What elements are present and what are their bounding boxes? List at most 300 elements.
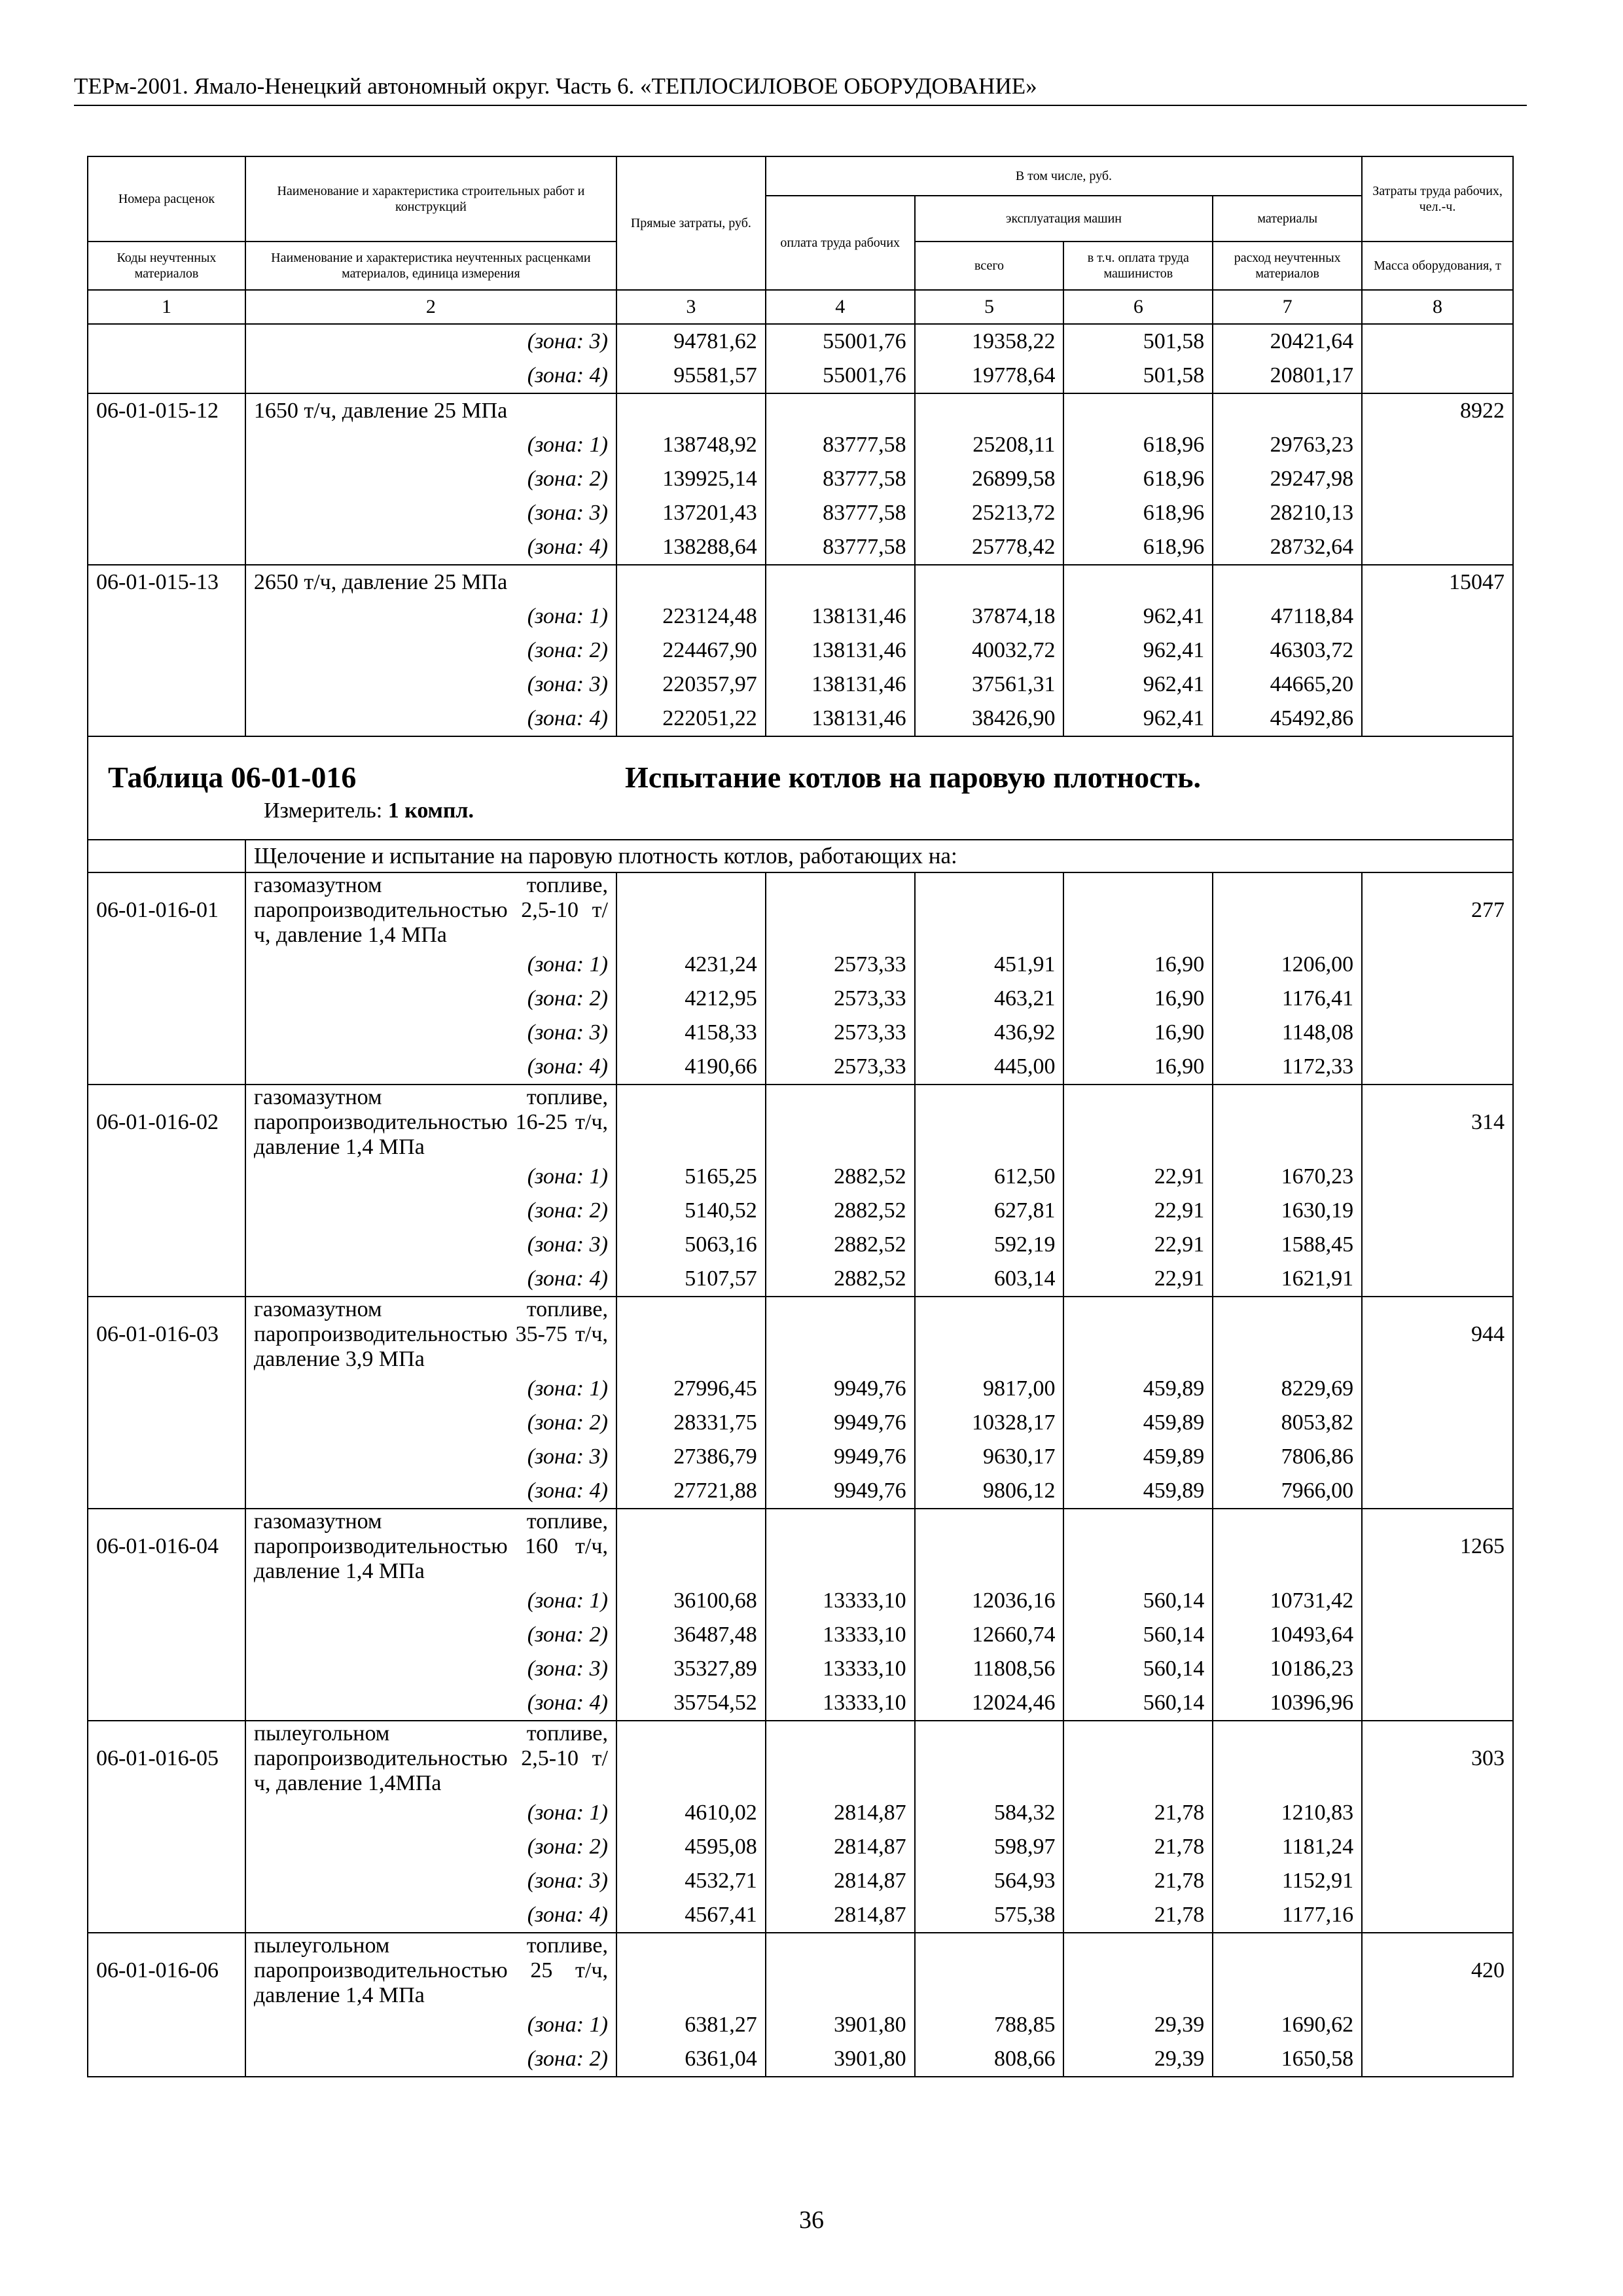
machines-total-cell: 12024,46 [915,1686,1064,1721]
labor-costs-cell [1362,1796,1513,1830]
table-title: Испытание котлов на паровую плотность. [625,760,1201,794]
materials-header: материалы [1213,196,1362,242]
rate-row [88,872,1513,948]
direct-cost-cell: 139925,14 [616,462,766,496]
zone-label: (зона: 2) [245,1830,616,1864]
rates-table [87,156,1514,2077]
labor-pay-cell: 2573,33 [766,1050,915,1085]
zone-label: (зона: 1) [245,1160,616,1194]
code-cell [88,1584,245,1618]
machines-total-cell: 19778,64 [915,359,1064,393]
zone-label: (зона: 1) [245,600,616,634]
table-row [88,982,1513,1016]
table-row [88,1440,1513,1474]
rate-row [88,393,1513,428]
machines-labor-cell: 459,89 [1063,1474,1213,1509]
machines-labor-cell: 21,78 [1063,1864,1213,1898]
labor-pay-cell: 2573,33 [766,1016,915,1050]
labor-pay-cell: 13333,10 [766,1686,915,1721]
direct-cost-cell: 138748,92 [616,428,766,462]
zone-label: (зона: 2) [245,1406,616,1440]
empty-cell [915,1085,1064,1160]
table-body-lower [88,872,1513,2077]
labor-costs-cell: 420 [1362,1933,1513,2008]
table-row [88,1618,1513,1652]
materials-cell: 45492,86 [1213,702,1362,736]
machines-total-cell: 451,91 [915,948,1064,982]
table-row [88,668,1513,702]
machines-total-cell: 19358,22 [915,324,1064,359]
empty-cell [1213,1085,1362,1160]
including-header: В том числе, руб. [766,156,1362,196]
rate-description: 2650 т/ч, давление 25 МПа [245,565,616,600]
materials-cell: 1176,41 [1213,982,1362,1016]
rate-code: 06-01-016-06 [88,1933,245,2008]
zone-label: (зона: 2) [245,462,616,496]
table-row [88,1796,1513,1830]
machines-total-cell: 788,85 [915,2008,1064,2042]
empty-cell [1063,1933,1213,2008]
labor-costs-cell [1362,1830,1513,1864]
materials-cell: 8053,82 [1213,1406,1362,1440]
machines-total-cell: 598,97 [915,1830,1064,1864]
labor-pay-cell: 138131,46 [766,634,915,668]
labor-pay-cell: 83777,58 [766,462,915,496]
rate-description: газомазутном топливе, паропроизводительностью 160 т/ч, давление 1,4 МПа [245,1509,616,1584]
labor-costs-cell [1362,1372,1513,1406]
machines-total-cell: 575,38 [915,1898,1064,1933]
table-row [88,600,1513,634]
table-row [88,948,1513,982]
table-row [88,1372,1513,1406]
zone-label: (зона: 4) [245,359,616,393]
equipment-mass-header: Масса оборудования, т [1362,242,1513,290]
machines-total-cell: 592,19 [915,1228,1064,1262]
labor-costs-cell [1362,1016,1513,1050]
subheading: Щелочение и испытание на паровую плотность котлов, работающих на: [245,840,1513,872]
machines-labor-cell: 962,41 [1063,702,1213,736]
table-row [88,1898,1513,1933]
machines-total-cell: 26899,58 [915,462,1064,496]
code-cell [88,1652,245,1686]
empty-cell [1213,565,1362,600]
labor-costs-cell: 1265 [1362,1509,1513,1584]
direct-cost-cell: 222051,22 [616,702,766,736]
code-cell [88,1228,245,1262]
table-row [88,462,1513,496]
rate-row [88,1085,1513,1160]
zone-label: (зона: 3) [245,1864,616,1898]
direct-cost-cell: 4532,71 [616,1864,766,1898]
labor-pay-cell: 2814,87 [766,1898,915,1933]
labor-costs-cell [1362,530,1513,565]
labor-costs-cell: 15047 [1362,565,1513,600]
materials-cell: 10493,64 [1213,1618,1362,1652]
name-unaccounted-header: Наименование и характеристика неучтенных расценками материалов, единица измерения [245,242,616,290]
meter-line [108,798,1493,823]
col-number: 6 [1063,290,1213,324]
labor-costs-cell [1362,1898,1513,1933]
materials-cell: 28732,64 [1213,530,1362,565]
direct-cost-cell: 27996,45 [616,1372,766,1406]
empty-cell [1213,393,1362,428]
rate-row [88,1933,1513,2008]
materials-cell: 8229,69 [1213,1372,1362,1406]
col-number: 3 [616,290,766,324]
materials-cell: 1690,62 [1213,2008,1362,2042]
machines-labor-cell: 618,96 [1063,496,1213,530]
zone-label: (зона: 3) [245,1652,616,1686]
materials-cell: 1172,33 [1213,1050,1362,1085]
materials-cell: 47118,84 [1213,600,1362,634]
materials-cell: 1148,08 [1213,1016,1362,1050]
table-row [88,530,1513,565]
zone-label: (зона: 4) [245,1050,616,1085]
empty-cell [1063,872,1213,948]
empty-cell [766,565,915,600]
table-row [88,1016,1513,1050]
rate-row [88,1509,1513,1584]
zone-label: (зона: 3) [245,1228,616,1262]
machines-labor-cell: 459,89 [1063,1406,1213,1440]
materials-cell: 1206,00 [1213,948,1362,982]
labor-costs-cell: 303 [1362,1721,1513,1796]
labor-pay-cell: 9949,76 [766,1406,915,1440]
rate-code: 06-01-016-03 [88,1297,245,1372]
machines-total-cell: 37874,18 [915,600,1064,634]
col-number: 1 [88,290,245,324]
labor-pay-cell: 3901,80 [766,2008,915,2042]
zone-label: (зона: 2) [245,1618,616,1652]
machines-total-cell: 38426,90 [915,702,1064,736]
zone-label: (зона: 3) [245,1440,616,1474]
code-cell [88,1618,245,1652]
empty-cell [616,1085,766,1160]
machines-labor-header: в т.ч. оплата труда машинистов [1063,242,1213,290]
machines-total-cell: 603,14 [915,1262,1064,1297]
machines-labor-cell: 560,14 [1063,1652,1213,1686]
labor-costs-cell [1362,359,1513,393]
machines-total-cell: 9630,17 [915,1440,1064,1474]
labor-pay-cell: 83777,58 [766,428,915,462]
zone-label: (зона: 4) [245,1686,616,1721]
labor-pay-cell: 13333,10 [766,1618,915,1652]
machines-labor-cell: 962,41 [1063,668,1213,702]
col-name-header: Наименование и характеристика строительных работ и конструкций [245,156,616,242]
table-body-upper [88,324,1513,736]
rate-code: 06-01-016-04 [88,1509,245,1584]
machines-labor-cell: 16,90 [1063,1016,1213,1050]
zone-label: (зона: 1) [245,1584,616,1618]
machines-total-cell: 564,93 [915,1864,1064,1898]
machines-total-cell: 25208,11 [915,428,1064,462]
machines-labor-cell: 21,78 [1063,1796,1213,1830]
empty-cell [915,872,1064,948]
labor-costs-cell [1362,462,1513,496]
direct-cost-cell: 5063,16 [616,1228,766,1262]
zone-label: (зона: 1) [245,428,616,462]
code-cell [88,324,245,359]
machines-total-cell: 808,66 [915,2042,1064,2077]
code-cell [88,496,245,530]
empty-cell [1063,1085,1213,1160]
code-cell [88,1830,245,1864]
materials-cell: 20801,17 [1213,359,1362,393]
labor-pay-cell: 3901,80 [766,2042,915,2077]
materials-cell: 10396,96 [1213,1686,1362,1721]
table-row [88,702,1513,736]
materials-cell: 1181,24 [1213,1830,1362,1864]
empty-cell [915,1297,1064,1372]
empty-cell [616,565,766,600]
zone-label: (зона: 3) [245,496,616,530]
empty-cell [766,872,915,948]
code-cell [88,1796,245,1830]
labor-pay-cell: 9949,76 [766,1474,915,1509]
labor-pay-cell: 2814,87 [766,1864,915,1898]
rate-code: 06-01-015-12 [88,393,245,428]
empty-cell [616,1933,766,2008]
labor-costs-cell [1362,1228,1513,1262]
table-row [88,2008,1513,2042]
machines-labor-cell: 29,39 [1063,2042,1213,2077]
rate-description: пылеугольном топливе, паропроизводительностью 2,5-10 т/ч, давление 1,4МПа [245,1721,616,1796]
direct-cost-cell: 6381,27 [616,2008,766,2042]
materials-cell: 1670,23 [1213,1160,1362,1194]
direct-cost-cell: 95581,57 [616,359,766,393]
machines-total-cell: 436,92 [915,1016,1064,1050]
labor-pay-cell: 2882,52 [766,1228,915,1262]
empty-cell [1063,1509,1213,1584]
subheading-spacer [88,840,245,872]
zone-label: (зона: 4) [245,1262,616,1297]
rate-description: газомазутном топливе, паропроизводительностью 35-75 т/ч, давление 3,9 МПа [245,1297,616,1372]
labor-pay-cell: 83777,58 [766,530,915,565]
labor-pay-cell: 13333,10 [766,1652,915,1686]
materials-cell: 1177,16 [1213,1898,1362,1933]
machines-total-cell: 445,00 [915,1050,1064,1085]
table-row [88,634,1513,668]
code-cell [88,634,245,668]
code-cell [88,1686,245,1721]
code-cell [88,530,245,565]
empty-cell [915,1933,1064,2008]
materials-unaccounted-header: расход неучтенных материалов [1213,242,1362,290]
table-row [88,496,1513,530]
direct-cost-cell: 5140,52 [616,1194,766,1228]
materials-cell: 1630,19 [1213,1194,1362,1228]
empty-cell [1063,1297,1213,1372]
direct-cost-cell: 4595,08 [616,1830,766,1864]
machines-labor-cell: 560,14 [1063,1686,1213,1721]
meter-value: 1 компл. [387,798,474,823]
machines-labor-cell: 459,89 [1063,1372,1213,1406]
labor-costs-cell [1362,428,1513,462]
empty-cell [616,1721,766,1796]
labor-costs-cell [1362,324,1513,359]
machines-total-cell: 25778,42 [915,530,1064,565]
direct-cost-cell: 36100,68 [616,1584,766,1618]
labor-costs-cell: 277 [1362,872,1513,948]
rate-code: 06-01-015-13 [88,565,245,600]
direct-cost-cell: 36487,48 [616,1618,766,1652]
empty-cell [1063,1721,1213,1796]
direct-cost-cell: 35754,52 [616,1686,766,1721]
code-cell [88,428,245,462]
table-row [88,1474,1513,1509]
machines-total-cell: 40032,72 [915,634,1064,668]
zone-label: (зона: 4) [245,1898,616,1933]
labor-costs-cell [1362,2008,1513,2042]
table-row [88,1864,1513,1898]
empty-cell [915,1509,1064,1584]
machines-labor-cell: 962,41 [1063,634,1213,668]
labor-pay-cell: 9949,76 [766,1372,915,1406]
machines-labor-cell: 22,91 [1063,1262,1213,1297]
empty-cell [616,1509,766,1584]
labor-costs-cell: 8922 [1362,393,1513,428]
machines-total-header: всего [915,242,1064,290]
labor-header: оплата труда рабочих [766,196,915,290]
rate-description: пылеугольном топливе, паропроизводительностью 25 т/ч, давление 1,4 МПа [245,1933,616,2008]
empty-cell [766,1933,915,2008]
col-number: 8 [1362,290,1513,324]
machines-total-cell: 11808,56 [915,1652,1064,1686]
empty-cell [616,393,766,428]
table-section [88,736,1513,872]
labor-costs-cell [1362,496,1513,530]
labor-costs-cell [1362,2042,1513,2077]
code-cell [88,1050,245,1085]
direct-cost-cell: 137201,43 [616,496,766,530]
zone-label: (зона: 3) [245,324,616,359]
machines-labor-cell: 16,90 [1063,982,1213,1016]
rate-description: газомазутном топливе, паропроизводительностью 2,5-10 т/ч, давление 1,4 МПа [245,872,616,948]
empty-cell [616,1297,766,1372]
labor-pay-cell: 2882,52 [766,1262,915,1297]
code-cell [88,668,245,702]
empty-cell [616,872,766,948]
machines-total-cell: 9806,12 [915,1474,1064,1509]
direct-cost-cell: 5165,25 [616,1160,766,1194]
labor-pay-cell: 138131,46 [766,668,915,702]
empty-cell [915,393,1064,428]
meter-label: Измеритель: [264,798,383,823]
labor-costs-cell: 944 [1362,1297,1513,1372]
page-header: ТЕРм-2001. Ямало-Ненецкий автономный округ. Часть 6. «ТЕПЛОСИЛОВОЕ ОБОРУДОВАНИЕ» [74,71,1527,106]
zone-label: (зона: 4) [245,1474,616,1509]
table-row [88,1160,1513,1194]
code-cell [88,1864,245,1898]
machines-labor-cell: 22,91 [1063,1194,1213,1228]
materials-cell: 28210,13 [1213,496,1362,530]
machines-labor-cell: 501,58 [1063,359,1213,393]
code-cell [88,1194,245,1228]
materials-cell: 1210,83 [1213,1796,1362,1830]
code-cell [88,359,245,393]
labor-costs-cell [1362,1474,1513,1509]
direct-cost-cell: 4610,02 [616,1796,766,1830]
labor-pay-cell: 138131,46 [766,702,915,736]
machines-labor-cell: 21,78 [1063,1898,1213,1933]
code-cell [88,1898,245,1933]
direct-cost-cell: 4190,66 [616,1050,766,1085]
zone-label: (зона: 4) [245,530,616,565]
machines-labor-cell: 560,14 [1063,1584,1213,1618]
materials-cell: 1650,58 [1213,2042,1362,2077]
rate-row [88,565,1513,600]
labor-costs-cell [1362,982,1513,1016]
materials-cell: 10731,42 [1213,1584,1362,1618]
machines-labor-cell: 459,89 [1063,1440,1213,1474]
machines-total-cell: 37561,31 [915,668,1064,702]
materials-cell: 44665,20 [1213,668,1362,702]
machines-total-cell: 10328,17 [915,1406,1064,1440]
column-numbers-row [88,290,1513,324]
labor-costs-cell [1362,1652,1513,1686]
machines-labor-cell: 962,41 [1063,600,1213,634]
labor-costs-header: Затраты труда рабочих, чел.-ч. [1362,156,1513,242]
code-cell [88,982,245,1016]
direct-cost-cell: 4231,24 [616,948,766,982]
machines-labor-cell: 618,96 [1063,428,1213,462]
labor-pay-cell: 55001,76 [766,359,915,393]
materials-cell: 20421,64 [1213,324,1362,359]
machines-total-cell: 25213,72 [915,496,1064,530]
table-row [88,1262,1513,1297]
code-cell [88,702,245,736]
table-number: Таблица 06-01-016 [108,760,357,794]
machines-labor-cell: 16,90 [1063,948,1213,982]
zone-label: (зона: 1) [245,1372,616,1406]
materials-cell: 10186,23 [1213,1652,1362,1686]
machines-total-cell: 9817,00 [915,1372,1064,1406]
machines-labor-cell: 22,91 [1063,1160,1213,1194]
rate-code: 06-01-016-05 [88,1721,245,1796]
table-row [88,428,1513,462]
direct-cost-cell: 4158,33 [616,1016,766,1050]
rate-description: 1650 т/ч, давление 25 МПа [245,393,616,428]
code-cell [88,1160,245,1194]
machines-labor-cell: 21,78 [1063,1830,1213,1864]
materials-cell: 46303,72 [1213,634,1362,668]
labor-pay-cell: 2882,52 [766,1160,915,1194]
labor-costs-cell [1362,1194,1513,1228]
empty-cell [766,1085,915,1160]
zone-label: (зона: 3) [245,1016,616,1050]
empty-cell [766,1297,915,1372]
materials-cell: 29763,23 [1213,428,1362,462]
labor-pay-cell: 2573,33 [766,982,915,1016]
machines-total-cell: 627,81 [915,1194,1064,1228]
direct-cost-cell: 27721,88 [616,1474,766,1509]
empty-cell [1063,393,1213,428]
table-row [88,2042,1513,2077]
code-cell [88,1372,245,1406]
direct-cost-cell: 220357,97 [616,668,766,702]
empty-cell [915,1721,1064,1796]
table-row [88,1194,1513,1228]
machines-header: эксплуатация машин [915,196,1213,242]
rate-code: 06-01-016-02 [88,1085,245,1160]
zone-label: (зона: 2) [245,982,616,1016]
code-cell [88,1406,245,1440]
labor-costs-cell [1362,1262,1513,1297]
table-row [88,1686,1513,1721]
labor-costs-cell [1362,600,1513,634]
direct-cost-cell: 28331,75 [616,1406,766,1440]
labor-costs-cell [1362,668,1513,702]
